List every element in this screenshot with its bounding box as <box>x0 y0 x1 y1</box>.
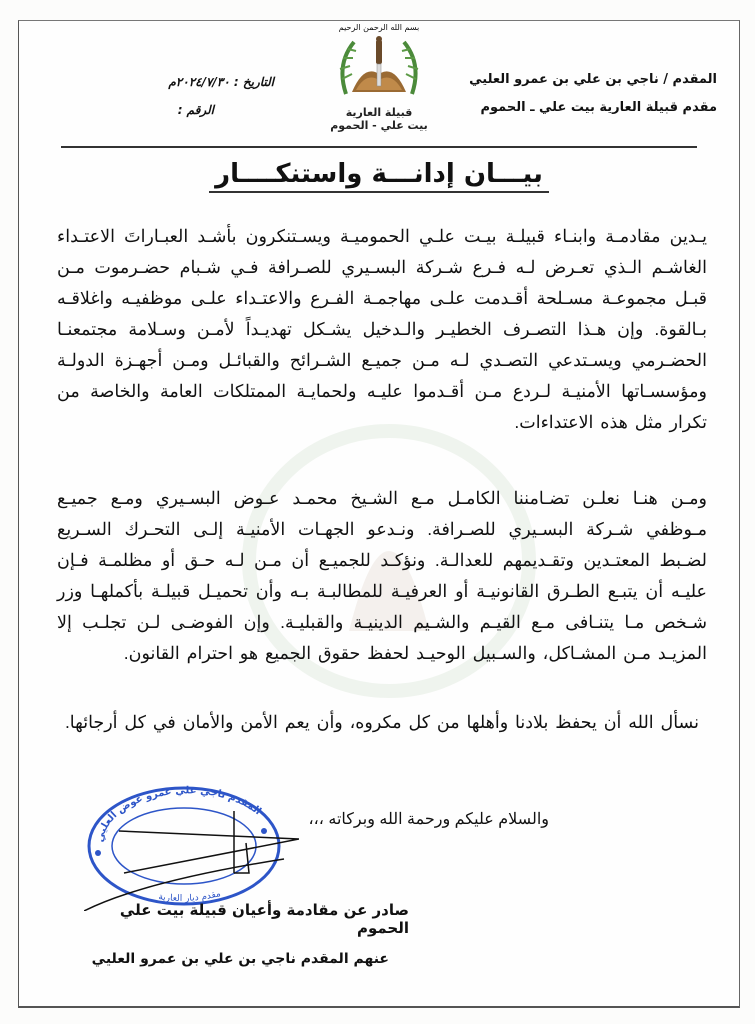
closing-greeting: والسلام عليكم ورحمة الله وبركاته ،،، <box>308 811 549 828</box>
sender-block <box>417 66 717 122</box>
date-value: ٢٠٢٤/٧/٣٠م <box>168 75 230 89</box>
paragraph-condemnation: يـدين مقادمـة وابنـاء قبيلـة بيـت علـي الحموميـة ويسـتنكرون بأشـد العبـاراتَ الاعتـداء الغاشـم الـذي تعـرض لـه فـرع شـركة البسـيري للصـرافة فـي شـبام حضـرموت مـن قبـل مجموعـة مسـلحة أقـدمت علـى مهاجمـة الفـرع والاعتـداء علـى موظفيـه واغلاقـه بـالقوة. وإن هـذا التصـرف الخطيـر والـدخيل يشـكل تهديـداً لأمـن وسـلامة مجتمعنـا الحضـرمي ويسـتدعي التصـدي لـه مـن جميـع الشـرائح والقبائـل ومـن أجهـزة الدولـة ومؤسسـاتها الأمنيـة لـردع مـن أقـدموا عليـه ولحمايـة الممتلكات العامة والخاصة من تكرار مثل هذه الاعتداءات. <box>57 226 707 432</box>
header-divider <box>61 146 697 148</box>
dagger-wreath-emblem-icon <box>334 34 424 102</box>
signatory: عنهم المقدم ناجي بن علي بن عمرو العليي <box>91 951 389 967</box>
document-title <box>19 159 739 189</box>
tribe-logo <box>309 23 449 132</box>
sender-name: المقدم / ناجي بن علي بن عمرو العليي <box>469 72 717 87</box>
stamp-bottom-text: مقدم ديار العارية <box>157 888 222 904</box>
sender-title: مقدم قبيلة العارية بيت علي ـ الحموم <box>480 100 717 115</box>
title-text: بيـــان إدانـــة واستنكــــار <box>209 159 549 193</box>
paragraph-prayer: نسأل الله أن يحفظ بلادنا وأهلها من كل مكروه، وأن يعم الأمن والأمان في كل أرجائها. <box>64 712 700 732</box>
tribe-subname: بيت علي - الحموم <box>330 119 428 132</box>
letter-page <box>18 20 740 1008</box>
svg-text:المقدم ناجي علي عمرو عوض العلي <box>95 785 263 843</box>
tribe-name: قبيلة العارية <box>345 106 413 119</box>
basmala: بسم الله الرحمن الرحيم <box>338 23 420 32</box>
date-block <box>74 68 274 124</box>
issued-by: صادر عن مقادمة وأعيان قبيلة بيت علي الحموم <box>119 901 409 937</box>
official-stamp-icon <box>84 781 299 911</box>
stamp-top-text: المقدم ناجي علي عمرو عوض العليي <box>94 785 263 844</box>
date-label: التاريخ : <box>233 75 274 89</box>
reference-number-label: الرقم : <box>177 103 214 117</box>
paragraph-solidarity: ومـن هنـا نعلـن تضـامننا الكامـل مـع الشـيخ محمـد عـوض البسـيري ومـع جميـع مـوظفي شـركة البسـيري للصـرافة. ونـدعو الجهـات الأمنيـة إلـى التحـرك السـريع لضـبط المعتـدين وتقـديمهم للعدالـة. ونؤكـد للجميـع أن مـن لـه حـق أو مظلمـة فـإن عليـه أن يتبـع الطـرق القانونيـة أو العرفيـة للمطالبـة بـه وأن تحميـل قبيلـة بأكملهـا وزر شـخص مـا يتنـافى مـع القيـم والشـيم الدينيـة والقبليـة. وإن الفوضـى لـن تجلـب إلا المزيـد مـن المشـاكل، والسـبيل الوحيـد لحفظ حقوق الجميع هو احترام القانون. <box>57 488 707 663</box>
